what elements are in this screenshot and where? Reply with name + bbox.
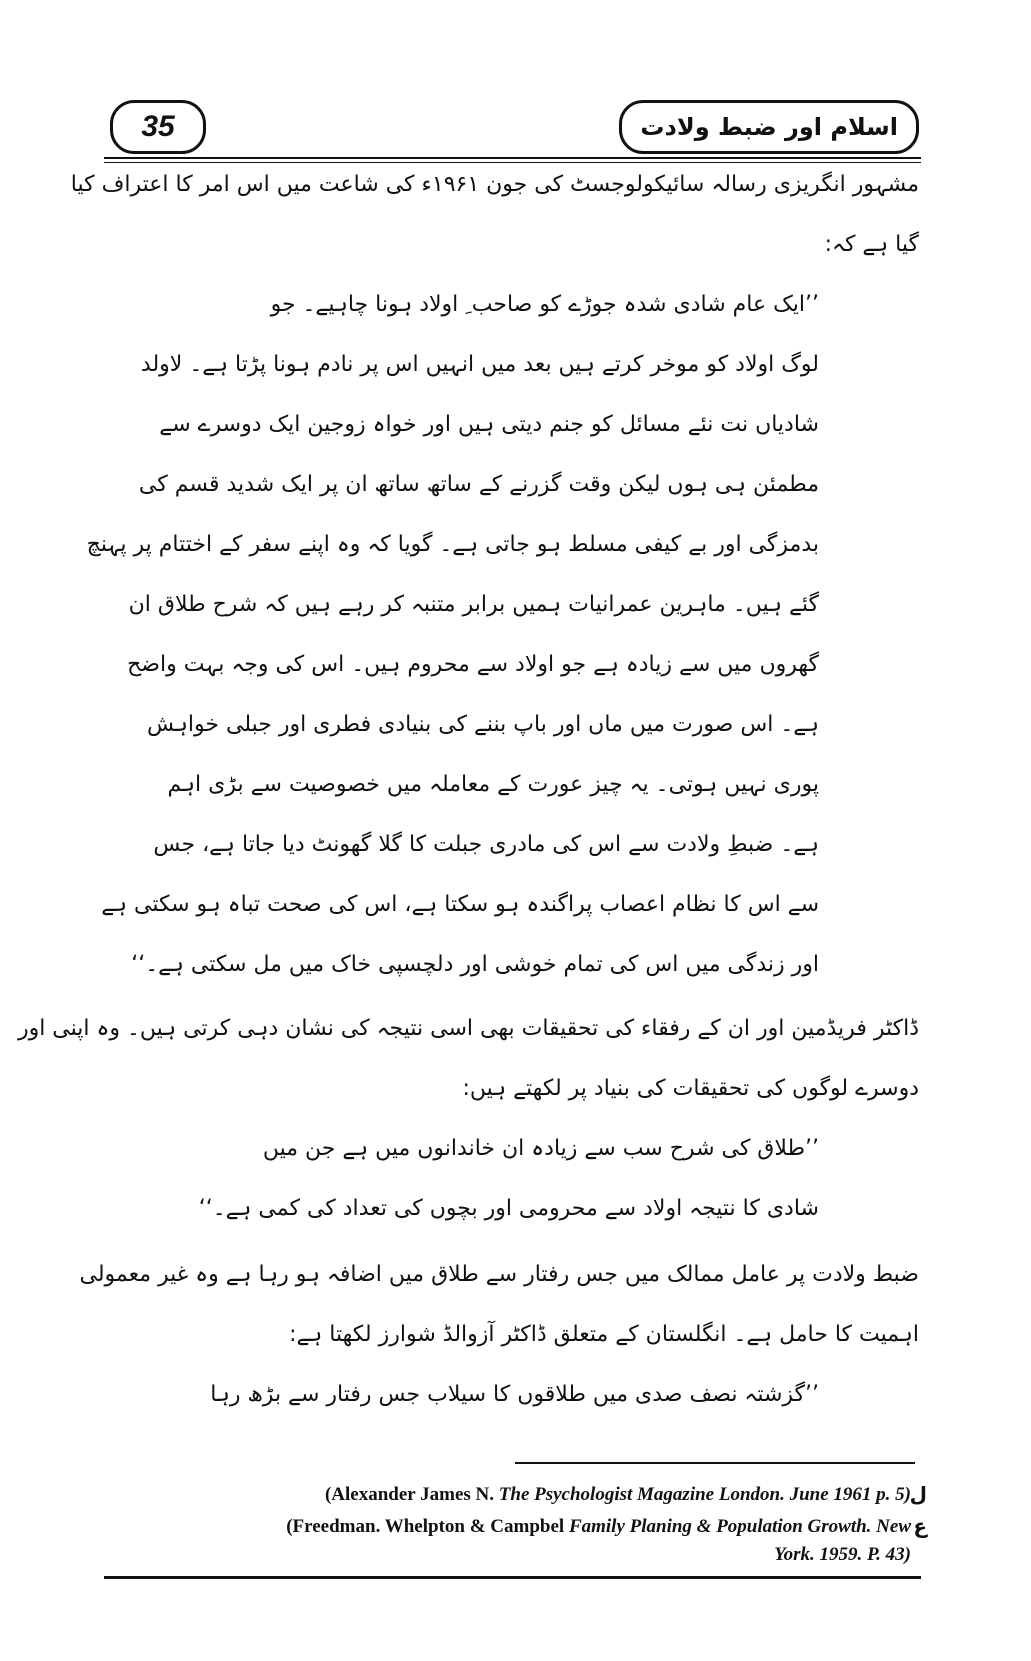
body-line-1: مشہور انگریزی رسالہ سائیکولوجسٹ کی جون ۱۹۶۱ء کی شاعت میں اس امر کا اعتراف کیا	[70, 172, 919, 197]
quote-line-1: ’’ایک عام شادی شدہ جوڑے کو صاحب ِ اولاد ہونا چاہیے۔ جو	[270, 292, 819, 317]
quote2-line-1: ’’طلاق کی شرح سب سے زیادہ ان خاندانوں میں ہے جن میں	[262, 1136, 819, 1161]
footnote-1-mark: ل	[909, 1482, 927, 1506]
footnote-2-mark: ع	[913, 1514, 927, 1538]
running-title	[619, 100, 919, 154]
body-line-6: اہمیت کا حامل ہے۔ انگلستان کے متعلق ڈاکٹر آزوالڈ شوارز لکھتا ہے:	[289, 1322, 919, 1347]
quote-line-7: گھروں میں سے زیادہ ہے جو اولاد سے محروم ہیں۔ اس کی وجہ بہت واضح	[127, 652, 819, 677]
quote-line-3: شادیاں نت نئے مسائل کو جنم دیتی ہیں اور خواہ زوجین ایک دوسرے سے	[159, 412, 819, 437]
page-number-text: 35	[141, 110, 175, 143]
quote-line-2: لوگ اولاد کو موخر کرتے ہیں بعد میں انہیں اس پر نادم ہونا پڑتا ہے۔ لاولد	[140, 352, 819, 377]
quote-line-5: بدمزگی اور بے کیفی مسلط ہو جاتی ہے۔ گویا کہ وہ اپنے سفر کے اختتام پر پہنچ	[86, 532, 819, 557]
running-title-text: اسلام اور ضبط ولادت	[640, 113, 898, 141]
header-rule	[104, 157, 921, 159]
body-line-5: ضبط ولادت پر عامل ممالک میں جس رفتار سے طلاق میں اضافہ ہو رہا ہے وہ غیر معمولی	[79, 1262, 919, 1287]
footnote-2	[286, 1516, 911, 1538]
quote-line-10: ہے۔ ضبطِ ولادت سے اس کی مادری جبلت کا گلا گھونٹ دیا جاتا ہے، جس	[153, 832, 819, 857]
body-line-2: گیا ہے کہ:	[824, 232, 919, 257]
header-rule-thin	[104, 162, 921, 163]
footnote-2-author: (Freedman. Whelpton & Campbel	[286, 1516, 569, 1537]
page-number	[110, 100, 206, 154]
quote2-line-2: شادی کا نتیجہ اولاد سے محرومی اور بچوں کی تعداد کی کمی ہے۔‘‘	[198, 1196, 819, 1221]
footnote-1-author: (Alexander James N.	[324, 1484, 499, 1505]
quote3-line-1: ’’گزشتہ نصف صدی میں طلاقوں کا سیلاب جس رفتار سے بڑھ رہا	[210, 1382, 819, 1407]
footnote-rule	[515, 1462, 915, 1464]
footnote-1	[325, 1484, 911, 1506]
footnote-2-cont-text: York. 1959. P. 43)	[774, 1544, 911, 1565]
quote-line-8: ہے۔ اس صورت میں ماں اور باپ بننے کی بنیادی فطری اور جبلی خواہش	[146, 712, 819, 737]
quote-line-9: پوری نہیں ہوتی۔ یہ چیز عورت کے معاملہ میں خصوصیت سے بڑی اہم	[167, 772, 819, 797]
quote-line-12: اور زندگی میں اس کی تمام خوشی اور دلچسپی خاک میں مل سکتی ہے۔‘‘	[131, 952, 819, 977]
footnote-1-title: The Psychologist Magazine London. June 1961 p. 5)	[498, 1484, 911, 1505]
footnote-2-continuation	[774, 1544, 911, 1566]
bottom-rule	[104, 1576, 921, 1579]
quote-line-4: مطمئن ہی ہوں لیکن وقت گزرنے کے ساتھ ساتھ ان پر ایک شدید قسم کی	[138, 472, 819, 497]
footnote-2-title: Family Planing & Population Growth. New	[568, 1516, 911, 1537]
body-line-4: دوسرے لوگوں کی تحقیقات کی بنیاد پر لکھتے ہیں:	[462, 1076, 919, 1101]
body-line-3: ڈاکٹر فریڈمین اور ان کے رفقاء کی تحقیقات بھی اسی نتیجہ کی نشان دہی کرتی ہیں۔ وہ اپنی اور	[17, 1016, 919, 1041]
quote-line-6: گئے ہیں۔ ماہرین عمرانیات ہمیں برابر متنبہ کر رہے ہیں کہ شرح طلاق ان	[128, 592, 819, 617]
quote-line-11: سے اس کا نظام اعصاب پراگندہ ہو سکتا ہے، اس کی صحت تباہ ہو سکتی ہے	[101, 892, 819, 917]
